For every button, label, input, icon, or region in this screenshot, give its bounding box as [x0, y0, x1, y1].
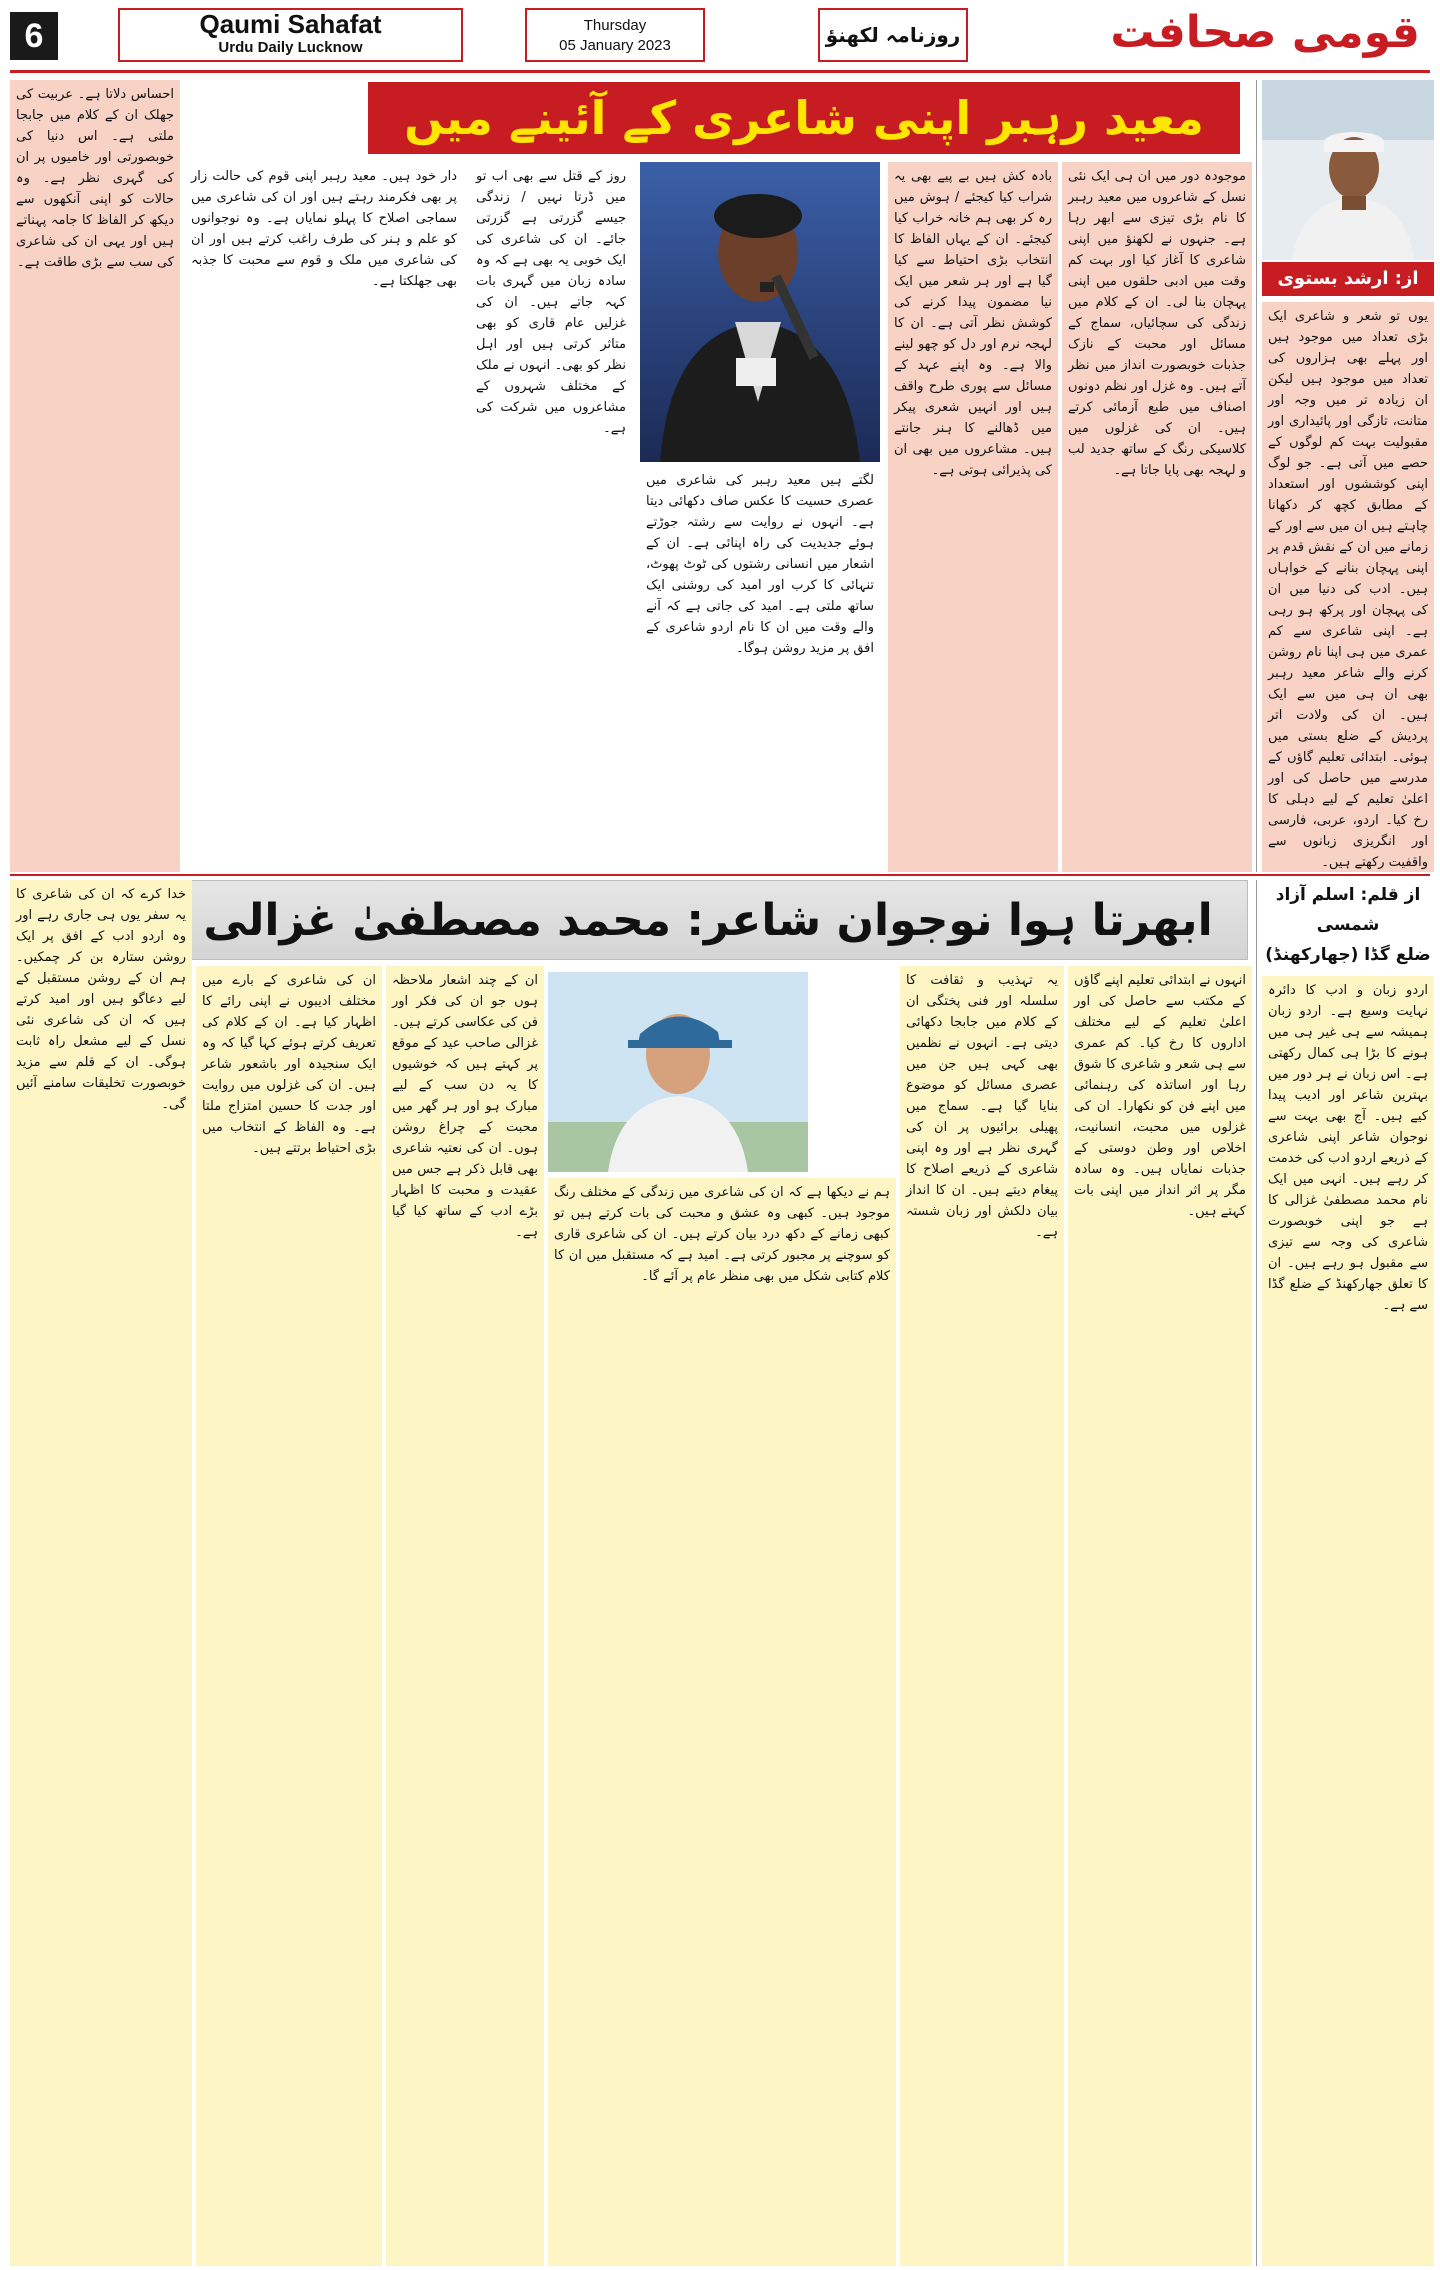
column-divider: [1256, 80, 1257, 872]
author-photo-1: [1262, 80, 1434, 260]
article2-column-3: یہ تہذیب و ثقافت کا سلسلہ اور فنی پختگی ان کے کلام میں جابجا دکھائی دیتی ہے۔ انہوں نے نظمیں بھی کہی ہیں جن میں عصری مسائل کو موضوع بنایا گیا ہے۔ سماج میں پھیلی برائیوں پر ان کی گہری نظر ہے اور وہ اپنی شاعری کے ذریعے اصلاح کا پیغام دیتے ہیں۔ ان کا انداز بیان دلکش اور زبان شستہ ہے۔: [900, 966, 1064, 2266]
article1-column-1: یوں تو شعر و شاعری ایک بڑی تعداد میں موجود ہیں اور پہلے بھی ہزاروں کی تعداد میں موجود ہیں لیکن ان زیادہ تر میں وجہ اور متانت، تازگی اور پائیداری اور مقبولیت بہت کم لوگوں کے حصے میں آتی ہے۔ جو لوگ اپنی کوششوں اور استعداد کے مطابق کچھ کر دکھانا چاہتے ہیں ان میں سے اور کے زمانے میں ان کے نقش قدم پر اپنی پہچان بنانے کے خواہاں ہیں۔ ادب کی دنیا میں ان کی پہچان اور پرکھ ہو رہی ہے۔ اپنی شاعری سے کم عمری میں ہی اپنا نام روشن کرنے والے شاعر معید رہبر بھی ان ہی میں سے ایک ہیں۔ ان کی ولادت اتر پردیش کے ضلع بستی میں ہوئی۔ ابتدائی تعلیم گاؤں کے مدرسے میں حاصل کی اور اعلیٰ تعلیم کے لیے دہلی کا رخ کیا۔ اردو، عربی، فارسی اور انگریزی زبانوں سے واقفیت رکھتے ہیں۔: [1262, 302, 1434, 872]
article2-byline: [1262, 880, 1434, 972]
article2-headline: ابھرتا ہوا نوجوان شاعر: محمد مصطفیٰ غزالی: [168, 880, 1248, 960]
page-number: 6: [10, 12, 58, 60]
dateline-day: Thursday: [583, 17, 647, 34]
article2-column-1: اردو زبان و ادب کا دائرہ نہایت وسیع ہے۔ اردو زبان ہمیشہ سے ہی غیر ہی میں ہونے کا بڑا ہی کمال رکھتی ہے۔ اس زبان نے ہر دور میں بہترین شاعر اور ادیب پیدا کیے ہیں۔ آج بھی بہت سے نوجوان شاعر اپنی شاعری کے ذریعے اردو ادب کی خدمت کر رہے ہیں۔ انہی میں ایک نام محمد مصطفیٰ غزالی کا ہے جو اپنی خوبصورت شاعری کی وجہ سے تیزی سے مقبول ہو رہے ہیں۔ ان کا تعلق جھارکھنڈ کے ضلع گڈا سے ہے۔: [1262, 976, 1434, 2266]
article1-headline: معید رہبر اپنی شاعری کے آئینے میں: [368, 82, 1240, 154]
article1-column-4: لگتے ہیں معید رہبر کی شاعری میں عصری حسیت کا عکس صاف دکھائی دیتا ہے۔ انہوں نے روایت سے رشتہ جوڑتے ہوئے جدیدیت کی راہ اپنائی ہے۔ ان کے اشعار میں انسانی رشتوں کی ٹوٹ پھوٹ، تنہائی کا کرب اور امید کی روشنی ایک ساتھ ملتی ہے۔ امید کی جاتی ہے کہ آنے والے وقت میں ان کا نام اردو شاعری کے افق پر مزید روشن ہوگا۔: [646, 473, 874, 656]
brand-box: [118, 8, 463, 62]
article1-column-6: دار خود ہیں۔ معید رہبر اپنی قوم کی حالت زار پر بھی فکرمند رہتے ہیں اور ان کی شاعری میں سماجی اصلاح کا پہلو نمایاں ہے۔ وہ نوجوانوں کو علم و ہنر کی طرف راغب کرتے ہیں اور ان کی شاعری میں ملک و قوم سے محبت کا جذبہ بھی جھلکتا ہے۔: [191, 169, 457, 289]
article1-column-7: احساس دلاتا ہے۔ عربیت کی جھلک ان کے کلام میں جابجا ملتی ہے۔ اس دنیا کی خوبصورتی اور خامیوں پر ان کی گہری نظر ہے۔ وہ حالات کو اپنی آنکھوں سے دیکھ کر الفاظ کا جامہ پہناتے ہیں اور یہی ان کی شاعری کی سب سے بڑی طاقت ہے۔: [10, 80, 180, 872]
column-divider: [1256, 880, 1257, 2266]
masthead-rule: [10, 70, 1430, 73]
article2-byline-place: ضلع گڈا (جھارکھنڈ): [1265, 945, 1431, 965]
dateline-date: 05 January 2023: [559, 37, 671, 54]
edition-label: روزنامہ لکھنؤ: [818, 8, 968, 62]
article1-column-2: موجودہ دور میں ان ہی ایک نئی نسل کے شاعروں میں معید رہبر کا نام بڑی تیزی سے ابھر رہا ہے۔ جنہوں نے لکھنؤ میں اپنی شاعری کا آغاز کیا اور بہت کم وقت میں ادبی حلقوں میں اپنی پہچان بنا لی۔ ان کے کلام میں زندگی کی سچائیاں، سماج کے مسائل اور محبت کے نازک جذبات خوبصورت انداز میں نظر آتے ہیں۔ وہ غزل اور نظم دونوں اصناف میں طبع آزمائی کرتے ہیں۔ ان کی غزلوں میں کلاسیکی رنگ کے ساتھ جدید لب و لہجہ بھی پایا جاتا ہے۔: [1062, 162, 1252, 872]
brand-subtitle: Urdu Daily Lucknow: [218, 39, 363, 56]
brand-title: Qaumi Sahafat: [199, 9, 382, 39]
article2-column-4: ہم نے دیکھا ہے کہ ان کی شاعری میں زندگی کے مختلف رنگ موجود ہیں۔ کبھی وہ عشق و محبت کی بات کرتے ہیں تو کبھی زمانے کے دکھ درد بیان کرتے ہیں۔ ان کی شاعری قاری کو سوچنے پر مجبور کرتی ہے۔ امید ہے کہ مستقبل میں ان کا کلام کتابی شکل میں بھی منظر عام پر آئے گا۔: [548, 1178, 896, 2266]
article2-column-5: ان کے چند اشعار ملاحظہ ہوں جو ان کی فکر اور فن کی عکاسی کرتے ہیں۔ غزالی صاحب عید کے موقع پر کہتے ہیں کہ خوشیوں کا یہ دن سب کے لیے مبارک ہو اور ہر گھر میں محبت کے چراغ روشن ہوں۔ ان کی نعتیہ شاعری بھی قابل ذکر ہے جس میں عقیدت و محبت کا اظہار بڑے ادب کے ساتھ کیا گیا ہے۔: [386, 966, 544, 2266]
urdu-logo: قومی صحافت: [1110, 7, 1420, 58]
article1-byline: از: ارشد بستوی: [1262, 262, 1434, 296]
poet-photo: [548, 972, 808, 1172]
article2-column-6: ان کی شاعری کے بارے میں مختلف ادیبوں نے اپنی رائے کا اظہار کیا ہے۔ ان کے کلام کی تعریف کرتے ہوئے کہا گیا کہ وہ ایک سنجیدہ اور باشعور شاعر ہیں۔ ان کی غزلوں میں روایت اور جدت کا حسین امتزاج ملتا ہے۔ وہ الفاظ کے انتخاب میں بڑی احتیاط برتتے ہیں۔: [196, 966, 382, 2266]
article2-column-7: خدا کرے کہ ان کی شاعری کا یہ سفر یوں ہی جاری رہے اور وہ اردو ادب کے افق پر ایک روشن ستارہ بن کر چمکیں۔ ہم ان کے روشن مستقبل کے لیے دعاگو ہیں اور امید کرتے ہیں کہ ان کی شاعری نئی نسل کے لیے مشعل راہ ثابت ہوگی۔ ان کے قلم سے مزید خوبصورت تخلیقات سامنے آئیں گی۔: [10, 880, 192, 2266]
masthead: [0, 0, 1440, 70]
speaker-photo: [640, 162, 880, 462]
dateline: [525, 8, 705, 62]
article2-byline-author: از قلم: اسلم آزاد شمسی: [1275, 885, 1421, 935]
section-rule: [10, 874, 1430, 876]
article2-column-2: انہوں نے ابتدائی تعلیم اپنے گاؤں کے مکتب سے حاصل کی اور اعلیٰ تعلیم کے لیے مختلف اداروں کا رخ کیا۔ کم عمری سے ہی شعر و شاعری کا شوق رہا اور اساتذہ کی رہنمائی میں اپنے فن کو نکھارا۔ ان کی غزلوں میں محبت، انسانیت، اخلاص اور وطن دوستی کے جذبات نمایاں ہیں۔ وہ سادہ مگر پر اثر انداز میں اپنی بات کہتے ہیں۔: [1068, 966, 1252, 2266]
article1-column-3: بادہ کش ہیں بے پیے بھی یہ شراب کیا کیجئے / ہوش میں رہ کر بھی ہم خانہ خراب کیا کیجئے۔ ان کے یہاں الفاظ کا انتخاب بڑی احتیاط سے کیا گیا ہے اور ہر شعر میں ایک نیا مضمون پیدا کرنے کی کوشش نظر آتی ہے۔ ان کا لہجہ نرم اور دل کو چھو لینے والا ہے۔ وہ اپنے عہد کے مسائل سے پوری طرح واقف ہیں اور انہیں شعری پیکر میں ڈھالنے کا ہنر جانتے ہیں۔ مشاعروں میں بھی ان کی پذیرائی ہوتی ہے۔: [888, 162, 1058, 872]
article1-column-5: روز کے قتل سے بھی اب تو میں ڈرتا نہیں / زندگی جیسے گزرتی ہے گزرتی جائے۔ ان کی شاعری کی ایک خوبی یہ بھی ہے کہ وہ سادہ زبان میں گہری بات کہہ جاتے ہیں۔ ان کی غزلیں عام قاری کو بھی متاثر کرتی ہیں اور اہل نظر کو بھی۔ انہوں نے ملک کے مختلف شہروں کے مشاعروں میں شرکت کی ہے۔: [476, 169, 626, 436]
